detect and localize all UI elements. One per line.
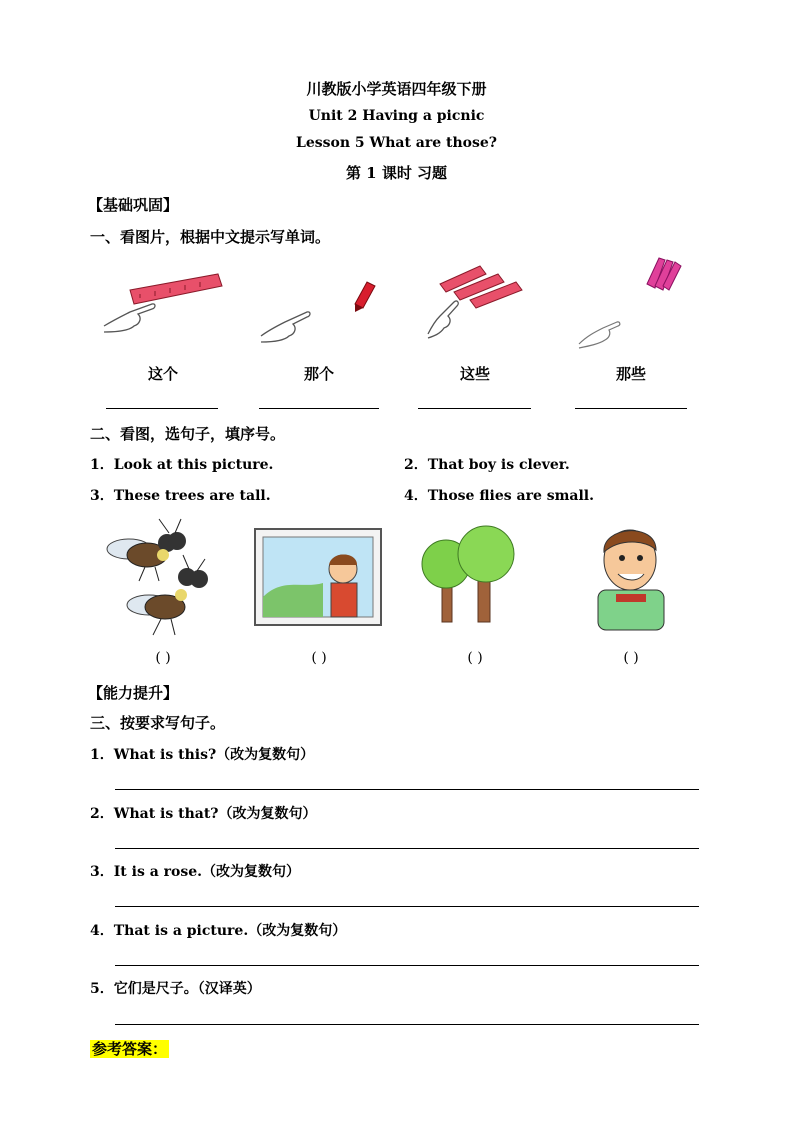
question-3: 3．It is a rose.（改为复数句）: [90, 864, 301, 880]
sentence-2: 2．That boy is clever.: [404, 457, 570, 473]
basic-section-heading: 【基础巩固】: [88, 196, 179, 214]
answer-paren-3[interactable]: ( ): [467, 650, 483, 666]
pointing-hand-icon: [428, 301, 458, 338]
that-crayon-image: [255, 276, 385, 346]
label-that: 那个: [303, 365, 334, 383]
answer-blank-this[interactable]: [106, 408, 218, 409]
answer-key-heading: [90, 1038, 169, 1059]
answer-line-1[interactable]: [115, 789, 699, 790]
answer-paren-4[interactable]: ( ): [623, 650, 639, 666]
question-2: 2．What is that?（改为复数句）: [90, 806, 317, 822]
answer-line-3[interactable]: [115, 906, 699, 907]
label-these: 这些: [459, 365, 490, 383]
these-rulers-image: [420, 262, 550, 342]
answer-blank-those[interactable]: [575, 408, 687, 409]
part2-heading: 二、看图，选句子，填序号。: [90, 425, 286, 443]
label-this: 这个: [147, 365, 178, 383]
part3-heading: 三、按要求写句子。: [90, 714, 226, 732]
lesson-period: 第 1 课时 习题: [345, 164, 448, 182]
question-5: 5．它们是尺子。（汉译英）: [90, 981, 261, 997]
lesson-title: Lesson 5 What are those?: [295, 135, 498, 151]
answer-line-2[interactable]: [115, 848, 699, 849]
label-those: 那些: [615, 365, 646, 383]
ruler-icon: [130, 274, 222, 304]
question-1: 1．What is this?（改为复数句）: [90, 747, 315, 763]
those-crayons-image: [575, 254, 695, 354]
crayons-icon: [647, 258, 681, 290]
part1-heading: 一、看图片，根据中文提示写单词。: [90, 228, 331, 246]
answer-blank-that[interactable]: [259, 408, 379, 409]
crayon-icon: [355, 282, 375, 312]
worksheet-title: 川教版小学英语四年级下册: [306, 80, 487, 98]
sentence-1: 1．Look at this picture.: [90, 457, 274, 473]
answer-blank-these[interactable]: [418, 408, 531, 409]
pointing-hand-icon: [579, 322, 620, 348]
answer-paren-2[interactable]: ( ): [311, 650, 327, 666]
fly-icon: [127, 555, 208, 635]
answer-line-5[interactable]: [115, 1024, 699, 1025]
sentence-3: 3．These trees are tall.: [90, 488, 271, 504]
tree-icon: [458, 526, 514, 622]
boy-image: [592, 520, 672, 632]
pointing-hand-icon: [104, 304, 155, 332]
sentence-4: 4．Those flies are small.: [404, 488, 595, 504]
pointing-hand-icon: [261, 312, 310, 342]
rulers-icon: [440, 266, 522, 308]
unit-title: Unit 2 Having a picnic: [308, 108, 485, 124]
answer-line-4[interactable]: [115, 965, 699, 966]
this-ruler-image: [100, 268, 230, 338]
question-4: 4．That is a picture.（改为复数句）: [90, 923, 347, 939]
flies-image: [105, 515, 215, 640]
trees-image: [420, 524, 525, 629]
answer-paren-1[interactable]: ( ): [155, 650, 171, 666]
advanced-section-heading: 【能力提升】: [88, 684, 179, 702]
answer-key-label: 参考答案：: [92, 1040, 168, 1058]
framed-picture-image: [253, 527, 383, 627]
fly-icon: [107, 519, 186, 581]
